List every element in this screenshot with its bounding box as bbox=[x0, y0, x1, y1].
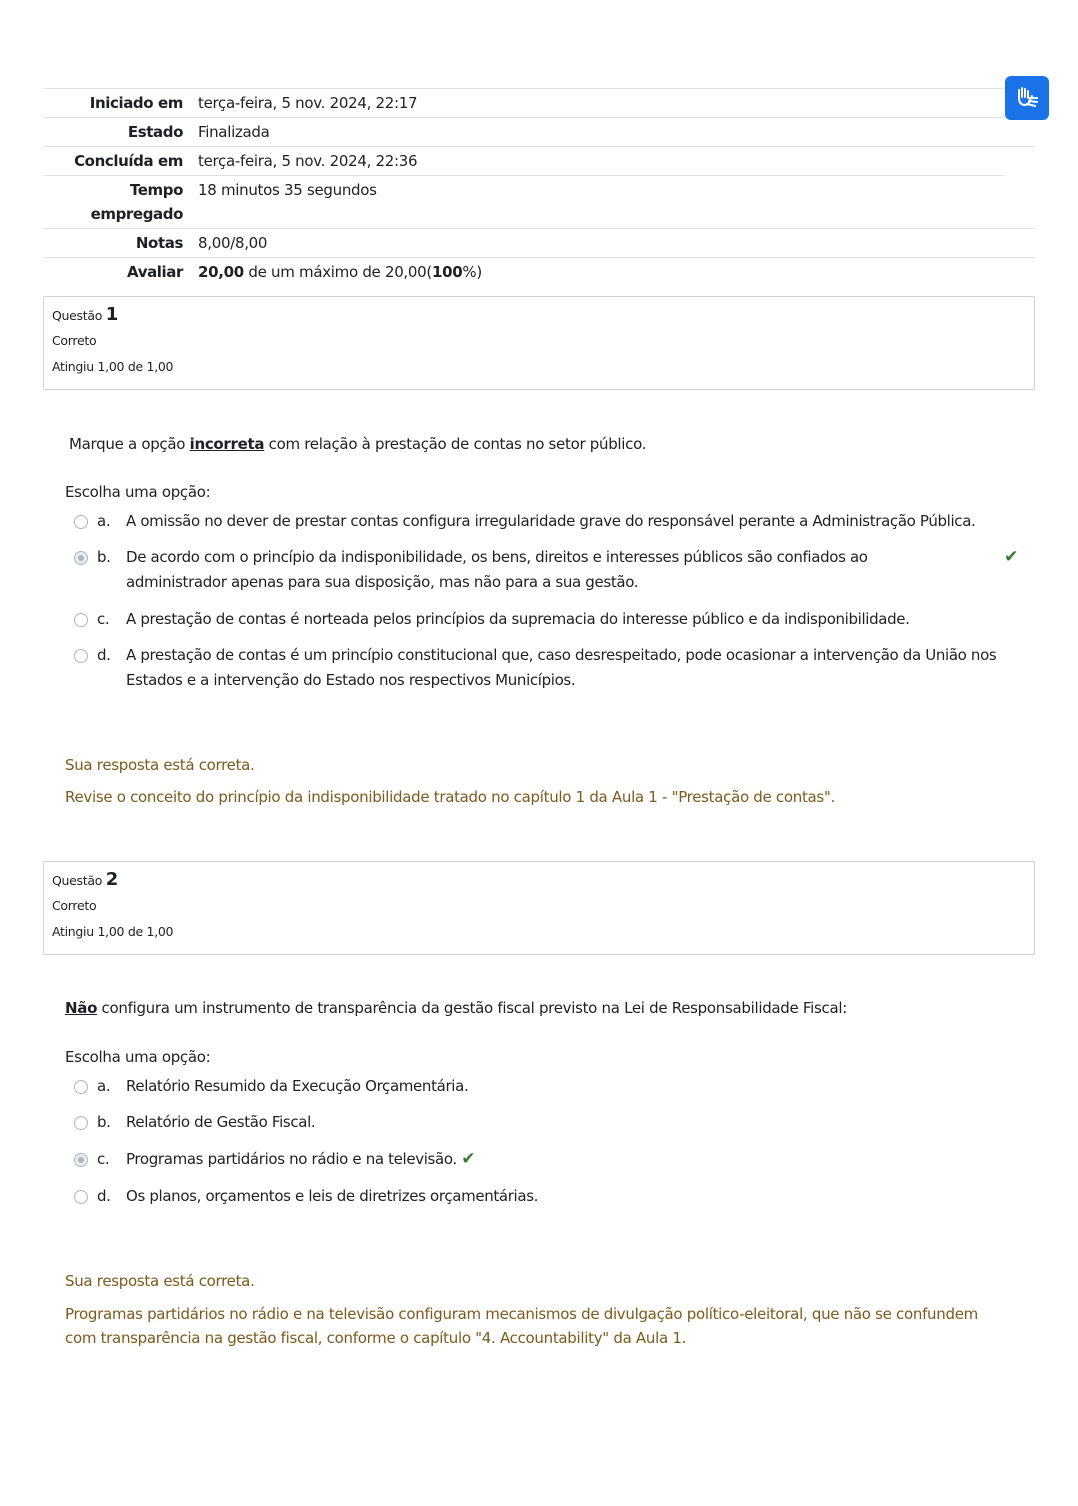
option-row[interactable] bbox=[74, 607, 1014, 632]
grade-end: %) bbox=[462, 263, 482, 281]
feedback-status: Sua resposta está correta. bbox=[65, 1272, 255, 1290]
quiz-summary-table bbox=[43, 88, 1035, 286]
summary-label bbox=[43, 178, 198, 226]
summary-label-line: empregado bbox=[90, 205, 183, 223]
summary-value: Finalizada bbox=[198, 123, 270, 141]
question-state: Correto bbox=[52, 333, 97, 348]
grade-percent: 100 bbox=[431, 263, 463, 281]
summary-label: Concluída em bbox=[74, 152, 183, 170]
radio-button[interactable] bbox=[74, 1080, 88, 1094]
option-text: De acordo com o princípio da indisponibilidade, os bens, direitos e interesses públicos são confiados ao administrador apenas para sua disposição, mas não para a sua gestão. bbox=[126, 548, 868, 591]
option-row[interactable] bbox=[74, 1110, 1014, 1135]
question-number-value: 2 bbox=[105, 869, 118, 890]
grade-mid: de um máximo de 20,00( bbox=[243, 263, 432, 281]
accessibility-button[interactable] bbox=[1005, 76, 1049, 120]
option-letter: a. bbox=[97, 512, 111, 530]
question-text-emphasis: incorreta bbox=[189, 435, 265, 453]
summary-label: Iniciado em bbox=[89, 94, 183, 112]
question-grade: Atingiu 1,00 de 1,00 bbox=[52, 924, 174, 939]
radio-button-selected[interactable] bbox=[74, 1153, 88, 1167]
option-letter: b. bbox=[97, 1113, 111, 1131]
sign-language-icon bbox=[1013, 84, 1041, 112]
option-row[interactable] bbox=[74, 643, 1014, 693]
summary-label: Avaliar bbox=[127, 263, 183, 281]
option-row[interactable] bbox=[74, 1074, 1014, 1099]
summary-row-marks bbox=[43, 228, 1035, 257]
option-row[interactable] bbox=[74, 1147, 1014, 1172]
question-text-part: Marque a opção bbox=[69, 435, 190, 453]
option-letter: c. bbox=[97, 1150, 110, 1168]
summary-value: 8,00/8,00 bbox=[198, 234, 268, 252]
feedback-text: Revise o conceito do princípio da indisponibilidade tratado no capítulo 1 da Aula 1 - "Prestação de contas". bbox=[65, 788, 836, 806]
radio-button[interactable] bbox=[74, 515, 88, 529]
option-row[interactable] bbox=[74, 509, 1014, 534]
summary-label: Notas bbox=[135, 234, 183, 252]
option-text: A prestação de contas é norteada pelos princípios da supremacia do interesse público e da indisponibilidade. bbox=[126, 610, 910, 628]
option-letter: c. bbox=[97, 610, 110, 628]
summary-row-started bbox=[43, 88, 1005, 117]
option-text-value: Programas partidários no rádio e na televisão. bbox=[126, 1150, 457, 1168]
question-label: Questão bbox=[52, 308, 103, 323]
choose-option-prompt: Escolha uma opção: bbox=[65, 1048, 211, 1066]
question-text-1 bbox=[69, 432, 646, 456]
question-label: Questão bbox=[52, 873, 103, 888]
option-text: Relatório de Gestão Fiscal. bbox=[126, 1113, 316, 1131]
summary-row-time bbox=[43, 175, 1005, 228]
option-text: A omissão no dever de prestar contas configura irregularidade grave do responsável perante a Administração Pública. bbox=[126, 512, 976, 530]
feedback-text: Programas partidários no rádio e na televisão configuram mecanismos de divulgação político-eleitoral, que não se confundem com transparência na gestão fiscal, conforme o capítulo "4. Accountability" da Aula 1. bbox=[65, 1305, 978, 1347]
summary-label: Estado bbox=[127, 123, 183, 141]
question-text-emphasis: Não bbox=[65, 999, 98, 1017]
question-text-part: com relação à prestação de contas no setor público. bbox=[264, 435, 647, 453]
summary-label-line: Tempo bbox=[129, 181, 183, 199]
grade-score: 20,00 bbox=[198, 263, 244, 281]
option-row[interactable] bbox=[74, 1184, 1014, 1209]
question-number bbox=[52, 305, 1026, 326]
choose-option-prompt: Escolha uma opção: bbox=[65, 483, 211, 501]
summary-value: 18 minutos 35 segundos bbox=[198, 181, 377, 199]
option-letter: b. bbox=[97, 548, 111, 566]
summary-value: terça-feira, 5 nov. 2024, 22:17 bbox=[198, 94, 418, 112]
summary-value: terça-feira, 5 nov. 2024, 22:36 bbox=[198, 152, 418, 170]
question-info-1 bbox=[43, 296, 1035, 390]
option-text bbox=[126, 1147, 1014, 1172]
check-icon: ✔ bbox=[1004, 547, 1018, 567]
question-state: Correto bbox=[52, 898, 97, 913]
option-letter: d. bbox=[97, 1187, 111, 1205]
option-text: A prestação de contas é um princípio constitucional que, caso desrespeitado, pode ocasionar a intervenção da União nos Estados e a intervenção do Estado nos respectivos Municípios. bbox=[126, 646, 997, 689]
question-text-2 bbox=[65, 996, 847, 1020]
question-number-value: 1 bbox=[105, 304, 118, 325]
option-text: Os planos, orçamentos e leis de diretrizes orçamentárias. bbox=[126, 1187, 539, 1205]
radio-button-selected[interactable] bbox=[74, 551, 88, 565]
summary-value bbox=[198, 260, 1035, 284]
option-text: Relatório Resumido da Execução Orçamentária. bbox=[126, 1077, 469, 1095]
summary-row-grade bbox=[43, 257, 1035, 286]
radio-button[interactable] bbox=[74, 613, 88, 627]
radio-button[interactable] bbox=[74, 1116, 88, 1130]
question-grade: Atingiu 1,00 de 1,00 bbox=[52, 359, 174, 374]
feedback-status: Sua resposta está correta. bbox=[65, 756, 255, 774]
summary-row-completed bbox=[43, 146, 1035, 175]
summary-row-state bbox=[43, 117, 1035, 146]
question-info-2 bbox=[43, 861, 1035, 955]
radio-button[interactable] bbox=[74, 649, 88, 663]
radio-button[interactable] bbox=[74, 1190, 88, 1204]
check-icon: ✔ bbox=[461, 1149, 476, 1169]
question-text-part: configura um instrumento de transparência da gestão fiscal previsto na Lei de Responsabilidade Fiscal: bbox=[97, 999, 848, 1017]
option-letter: a. bbox=[97, 1077, 111, 1095]
question-number bbox=[52, 870, 1026, 891]
option-letter: d. bbox=[97, 646, 111, 664]
option-row[interactable] bbox=[74, 545, 1018, 595]
